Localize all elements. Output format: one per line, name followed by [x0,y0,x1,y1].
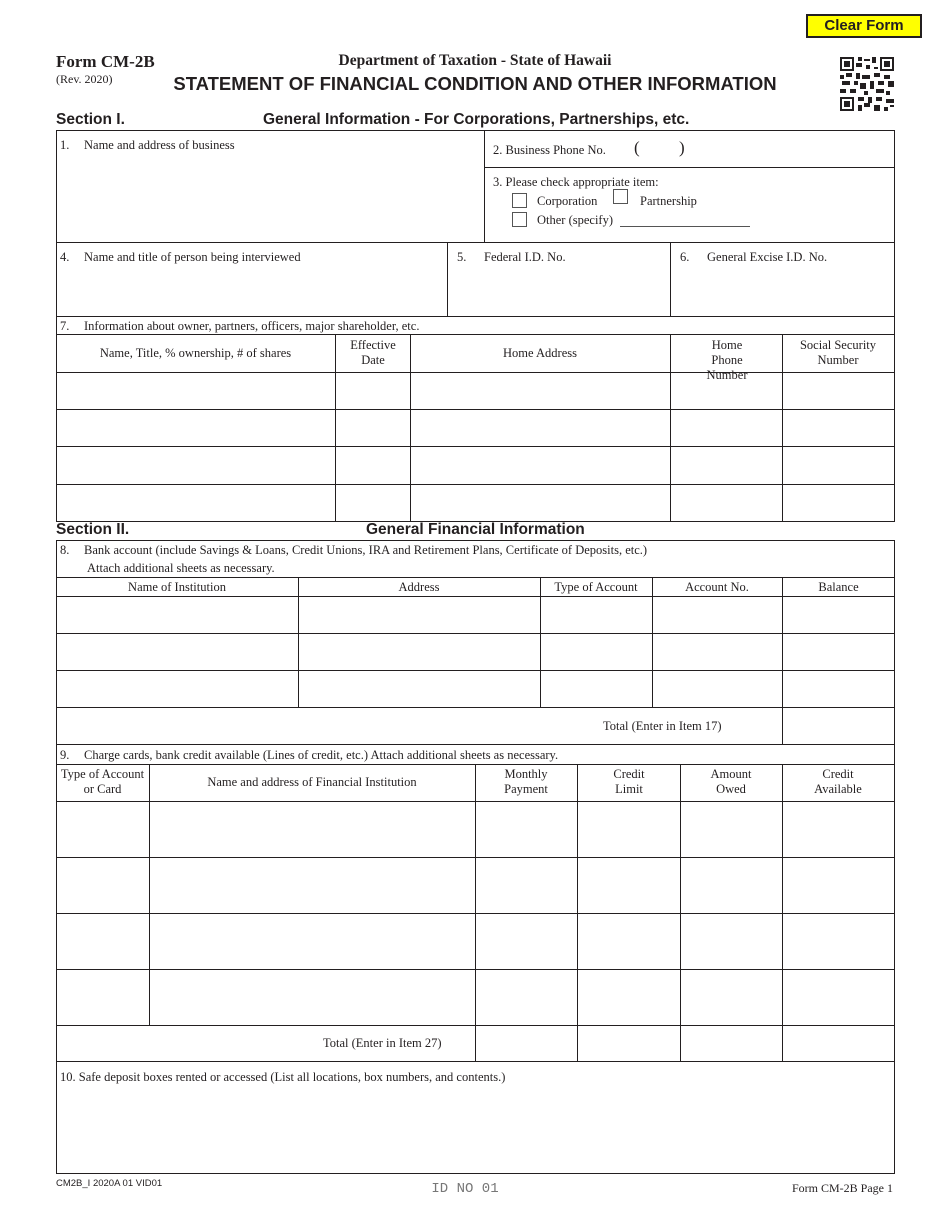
owner-col-name-header: Name, Title, % ownership, # of shares [99,346,292,360]
general-excise-id-field[interactable] [672,268,893,314]
credit-row[interactable] [57,802,895,857]
bank-row[interactable] [57,597,895,633]
other-specify-input[interactable] [620,226,750,227]
section-1-title: General Information - For Corporations, Partnerships, etc. [263,111,690,128]
corporation-label: Corporation [537,194,598,208]
item-2-label: 2. Business Phone No. [493,143,606,157]
item-7-label: Information about owner, partners, officers, major shareholder, etc. [84,319,420,333]
other-checkbox[interactable] [512,212,527,227]
credit-total-label: Total (Enter in Item 27) [323,1036,442,1050]
section-1-label: Section I. [56,111,125,128]
qr-code-icon [840,57,894,111]
footer-page: Form CM-2B Page 1 [792,1181,894,1195]
credit-col-payment-header: Monthly Payment [504,767,548,796]
form-id: Form CM-2B [56,52,155,71]
clear-form-button[interactable]: Clear Form [806,14,922,38]
credit-col-type-header: Type of Account or Card [60,767,145,796]
form-revision: (Rev. 2020) [56,72,113,86]
area-code-input[interactable] [645,136,675,162]
credit-row[interactable] [57,970,895,1025]
owner-row[interactable] [57,373,895,409]
credit-row[interactable] [57,914,895,969]
item-5-label: Federal I.D. No. [484,250,566,264]
credit-row[interactable] [57,858,895,913]
partnership-label: Partnership [640,194,697,208]
credit-col-available-header: Credit Available [814,767,862,796]
other-label: Other (specify) [537,213,614,227]
partnership-checkbox[interactable] [613,189,628,204]
bank-row[interactable] [57,634,895,670]
credit-col-owed-header: Amount Owed [710,767,752,796]
footer-code: CM2B_I 2020A 01 VID01 [56,1178,163,1189]
section-2-label: Section II. [56,521,130,538]
item-1-label: Name and address of business [84,138,235,152]
item-10-label: 10. Safe deposit boxes rented or accessed (List all locations, box numbers, and contents.) [60,1070,506,1084]
owner-col-phone-header: Home Phone Number [706,338,748,382]
credit-col-limit-header: Credit Limit [613,767,645,796]
phone-close-paren: ) [679,138,685,157]
owner-col-address-header: Home Address [503,346,577,360]
item-4-label: Name and title of person being interviewed [84,250,301,264]
interviewee-name-title-field[interactable] [58,268,445,314]
section-2-title: General Financial Information [366,521,585,538]
bank-col-type-header: Type of Account [554,580,638,594]
department-name: Department of Taxation - State of Hawaii [338,52,612,69]
bank-total-label: Total (Enter in Item 17) [603,719,722,733]
bank-col-balance-header: Balance [818,580,859,594]
credit-total-inputs[interactable] [476,1026,895,1061]
business-phone-input[interactable] [690,136,890,162]
owner-row[interactable] [57,410,895,446]
bank-col-address-header: Address [398,580,440,594]
item-9-number: 9. [60,748,70,762]
safe-deposit-field[interactable] [58,1088,893,1172]
owner-col-ssn-header: Social Security Number [799,338,877,367]
item-1-number: 1. [60,138,70,152]
owner-row[interactable] [57,447,895,483]
item-9-label: Charge cards, bank credit available (Lines of credit, etc.) Attach additional sheets as necessary. [84,748,559,762]
bank-col-account-header: Account No. [685,580,749,594]
item-8-label: Bank account (include Savings & Loans, Credit Unions, IRA and Retirement Plans, Certificate of Deposits, etc.) [84,543,648,557]
owner-col-date-header: Effective Date [350,338,396,367]
footer-id-no: ID NO 01 [431,1181,499,1197]
federal-id-field[interactable] [449,268,668,314]
item-7-number: 7. [60,319,70,333]
phone-open-paren: ( [634,138,640,157]
item-4-number: 4. [60,250,70,264]
credit-col-institution-header: Name and address of Financial Institution [207,775,417,789]
bank-total-input[interactable] [783,708,894,744]
bank-col-institution-header: Name of Institution [128,580,226,594]
item-8-label-2: Attach additional sheets as necessary. [87,561,275,575]
owner-row[interactable] [57,485,895,521]
item-5-number: 5. [457,250,467,264]
item-6-label: General Excise I.D. No. [707,250,828,264]
item-3-label: 3. Please check appropriate item: [493,175,659,189]
form-title: STATEMENT OF FINANCIAL CONDITION AND OTHER INFORMATION [173,73,777,94]
bank-row[interactable] [57,671,895,707]
item-8-number: 8. [60,543,70,557]
business-name-address-field[interactable] [58,156,482,240]
item-6-number: 6. [680,250,690,264]
corporation-checkbox[interactable] [512,193,527,208]
